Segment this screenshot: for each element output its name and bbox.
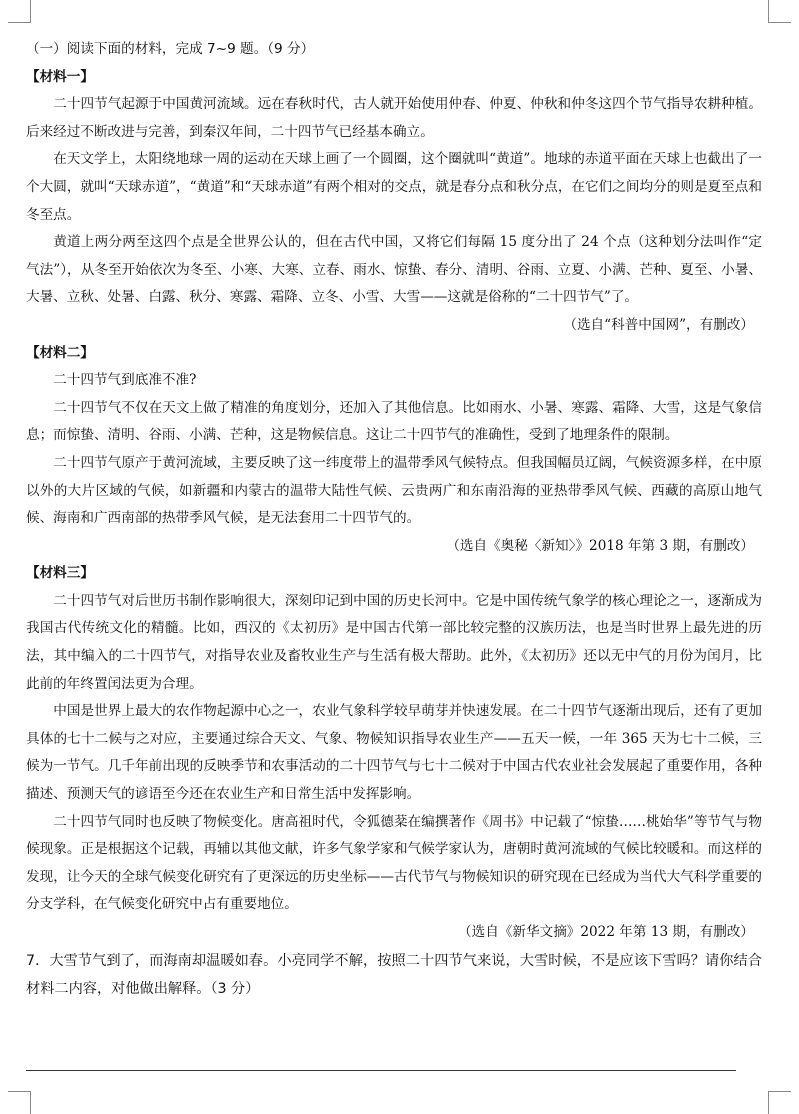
material-1-source: （选自“科普中国网”，有删改） xyxy=(563,316,754,333)
material-3-paragraph-1: 二十四节气对后世历书制作影响很大，深刻印记到中国的历史长河中。它是中国传统气象学的核心理论之一，逐渐成为我国古代传统文化的精髓。比如，西汉的《太初历》是中国古代第一部比较完整的汉族历法，也是当时世界上最先进的历法，其中编入的二十四节气，对指导农业及畜牧业生产与生活有极大帮助。此外，《太初历》还以无中气的月份为闰月，比此前的年终置闰法更为合理。 xyxy=(26,592,762,692)
material-2-label: 【材料二】 xyxy=(26,344,94,361)
crop-mark-top-left xyxy=(8,0,31,23)
material-2-paragraph-2: 二十四节气不仅在天文上做了精准的角度划分，还加入了其他信息。比如雨水、小暑、寒露、霜降、大雪，这是气象信息；而惊蛰、清明、谷雨、小满、芒种，这是物候信息。这让二十四节气的准确性，受到了地理条件的限制。 xyxy=(26,399,762,444)
crop-mark-bottom-right xyxy=(768,1091,791,1114)
material-3-label: 【材料三】 xyxy=(26,565,94,582)
material-3-source: （选自《新华文摘》2022 年第 13 期，有删改） xyxy=(458,924,754,940)
material-1-paragraph-2: 在天文学上，太阳绕地球一周的运动在天球上画了一个圆圈，这个圈就叫“黄道”。地球的赤道平面在天球上也截出了一个大圆，就叫“天球赤道”，“黄道”和“天球赤道”有两个相对的交点，就是春分点和秋分点，在它们之间均分的则是夏至点和冬至点。 xyxy=(26,151,762,223)
exam-page xyxy=(26,36,762,1003)
material-2-paragraph-1: 二十四节气到底准不准? xyxy=(53,372,197,389)
question-7: 7．大雪节气到了，而海南却温暖如春。小亮同学不解，按照二十四节气来说，大雪时候，不是应该下雪吗？请你结合材料二内容，对他做出解释。（3 分） xyxy=(26,952,762,997)
material-2-paragraph-3: 二十四节气原产于黄河流域，主要反映了这一纬度带上的温带季风气候特点。但我国幅员辽阔，气候资源多样，在中原以外的大片区域的气候，如新疆和内蒙古的温带大陆性气候、云贵两广和东南沿海的亚热带季风气候、西藏的高原山地气候、海南和广西南部的热带季风气候，是无法套用二十四节气的。 xyxy=(26,454,762,527)
answer-line[interactable] xyxy=(26,1070,736,1071)
material-3-paragraph-2: 中国是世界上最大的农作物起源中心之一，农业气象科学较早萌芽并快速发展。在二十四节气逐渐出现后，还有了更加具体的七十二候与之对应，主要通过综合天文、气象、物候知识指导农业生产——五天一候，一年 365 天为七十二候，三候为一节气。几千年前出现的反映季节和农事活动的二十四节气与七十二候对于中国古代农业社会发展起了重要作用，各种描述、预测天气的谚语至今还在农业生产和日常生活中发挥影响。 xyxy=(26,703,762,803)
material-1-paragraph-3: 黄道上两分两至这四个点是全世界公认的，但在古代中国，又将它们每隔 15 度分出了 24 个点（这种划分法叫作“定气法”），从冬至开始依次为冬至、小寒、大寒、立春、雨水、惊蛰、春分、清明、谷雨、立夏、小满、芒种、夏至、小暑、大暑、立秋、处暑、白露、秋分、寒露、霜降、立冬、小雪、大雪——这就是俗称的“二十四节气”了。 xyxy=(26,234,762,306)
material-3-paragraph-3: 二十四节气同时也反映了物候变化。唐高祖时代，令狐德棻在编撰著作《周书》中记载了“惊蛰……桃始华”等节气与物候现象。正是根据这个记载，再辅以其他文献，许多气象学家和气候学家认为，唐朝时黄河流域的气候比较暖和。而这样的发现，让今天的全球气候变化研究有了更深远的历史坐标——古代节气与物候知识的研究现在已经成为当代大气科学重要的分支学科，在气候变化研究中占有重要地位。 xyxy=(26,813,762,913)
material-1-paragraph-1: 二十四节气起源于中国黄河流域。远在春秋时代，古人就开始使用仲春、仲夏、仲秋和仲冬这四个节气指导农耕种植。后来经过不断改进与完善，到秦汉年间，二十四节气已经基本确立。 xyxy=(26,96,762,140)
section-title: （一）阅读下面的材料，完成 7~9 题。（9 分） xyxy=(26,41,315,57)
crop-mark-bottom-left xyxy=(8,1091,31,1114)
crop-mark-top-right xyxy=(768,0,791,23)
material-2-source: （选自《奥秘〈新知〉》2018 年第 3 期，有删改） xyxy=(446,537,754,554)
material-1-label: 【材料一】 xyxy=(26,68,94,85)
